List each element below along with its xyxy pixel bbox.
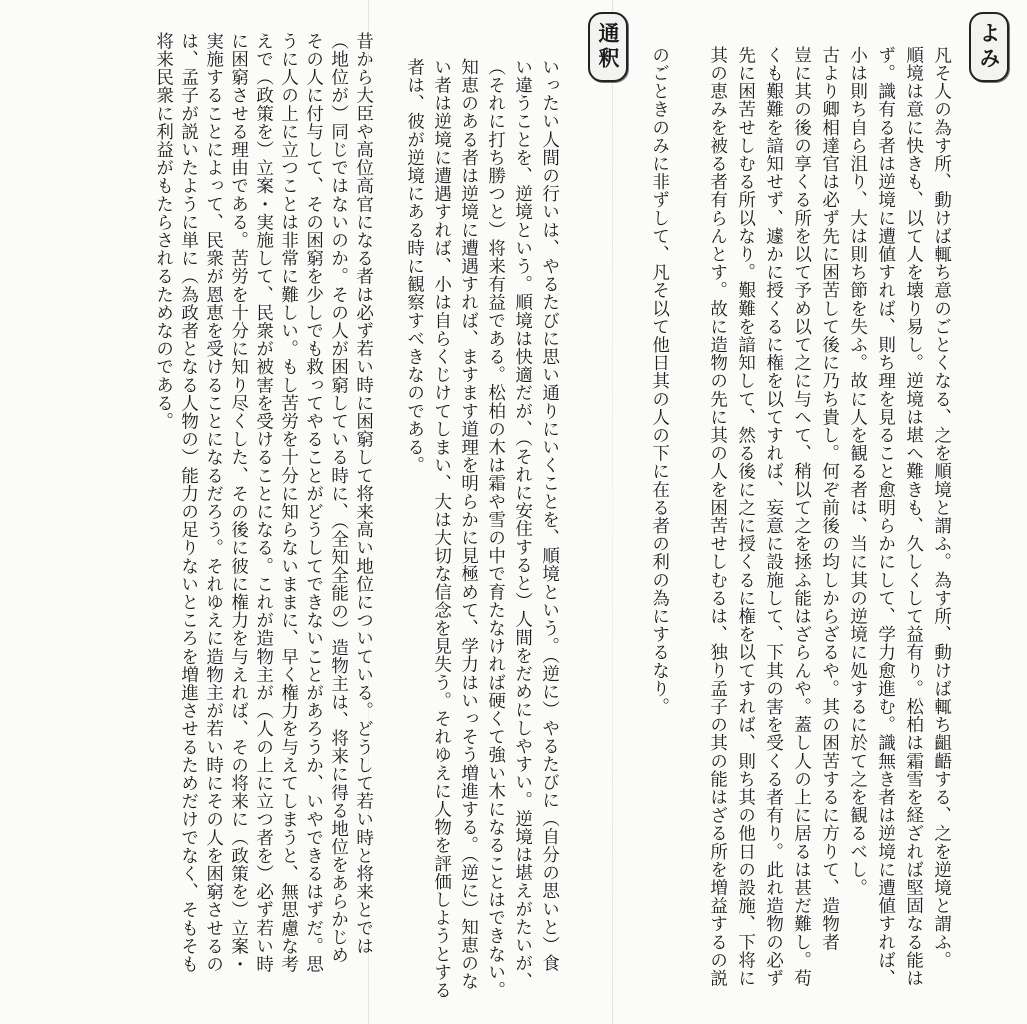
text-line: 其の恵みを被る者有らんとす。故に造物の先に其の人を困苦せしむるは、独り孟子の其の能はざる所を増益するの説 [707, 46, 728, 988]
text-line: は、孟子が説いたように単に（為政者となる人物の）能力の足りないところを増進させるためだけでなく、そもそも [178, 32, 199, 974]
text-line: 者は、彼が逆境にある時に観察すべきなのである。 [404, 58, 425, 475]
text-line: くも艱難を諳知せず、遽かに授くるに権を以てすれば、妄意に設施して、下其の害を受くる者有り。此れ造物の必ず [763, 46, 784, 988]
text-line: 実施することによって、民衆が恩恵を受けることになるだろう。それゆえに造物主が若い時にその人を困窮させるの [203, 32, 224, 974]
text-line: （地位が）同じではないのか。その人が困窮している時に、（全知全能の）造物主は、将来に得る地位をあらかじめ [328, 32, 349, 965]
text-line: （それに打ち勝つと）将来有益である。松柏の木は霜や雪の中で育たなければ硬くて強い木になることはできない。 [485, 58, 506, 1000]
page-fold [612, 0, 613, 1024]
text-line: 先に困苦せしむる所以なり。艱難を諳知して、然る後に之に授くるに権を以てすれば、則ち其の他日の設施、下将に [735, 46, 756, 988]
text-line: い違うことを、逆境という。順境は快適だが、（それに安住すると）人間をだめにしやすい。逆境は堪えがたいが、 [512, 58, 533, 991]
section-heading-yomi [969, 12, 1009, 82]
text-line: のごときのみに非ずして、凡そ以て他日其の人の下に在る者の利の為にするなり。 [649, 46, 670, 716]
text-line: 順境は意に快きも、以て人を壊り易し。逆境は堪へ難きも、久しくして益有り。松柏は霜雪を経ざれば堅固なる能は [903, 46, 924, 988]
text-line: い者は逆境に遭遇すれば、小は自らくじけてしまい、大は大切な信念を見失う。それゆえに人物を評価しようとする [431, 58, 452, 1000]
heading-text: 通釈 [596, 22, 620, 72]
text-line: 小は則ち自ら沮り、大は則ち節を失ふ。故に人を観る者は、当に其の逆境に処するに於て之を観るべし。 [847, 46, 868, 897]
text-line: 将来民衆に利益がもたらされるためなのである。 [153, 32, 174, 431]
text-line: 古より卿相達官は必ず先に困苦して後に乃ち貴し。何ぞ前後の均しからざるや。其の困苦するに方りて、造物者 [819, 46, 840, 951]
text-line: いったい人間の行いは、やるたびに思い通りにいくことを、順境という。（逆に）やるたびに（自分の思いと）食 [539, 58, 560, 973]
section-heading-tsuushaku [588, 12, 628, 82]
text-line: えで（政策を）立案・実施して、民衆が被害を受けることになる。これが造物主が（人の上に立つ者を）必ず若い時 [253, 32, 274, 974]
text-line: 豈に其の後の享くる所を以て予め以て之に与へて、稍以て之を拯ふ能はざらんや。蓋し人の上に居るは甚だ難し。苟 [791, 46, 812, 988]
text-line: その人に付与して、その困窮を少しでも救ってやることがどうしてできないことがあろうか、いやできるはずだ。思 [303, 32, 324, 974]
text-line: 凡そ人の為す所、動けば輒ち意のごとくなる、之を順境と謂ふ。為す所、動けば輒ち齟齬する、之を逆境と謂ふ。 [931, 46, 952, 970]
text-line: に困窮させる理由である。苦労を十分に知り尽くした、その後に彼に権力を与えれば、その将来に（政策を）立案・ [228, 32, 249, 974]
text-line: ず。識有る者は逆境に遭値すれば、則ち理を見ること愈明らかにして、学力愈進む。識無き者は逆境に遭値すれば、 [875, 46, 896, 988]
text-line: 昔から大臣や高位高官になる者は必ず若い時に困窮して将来高い地位についている。どうして若い時と将来とでは [353, 32, 374, 956]
heading-text: よみ [977, 22, 1001, 72]
text-line: うに人の上に立つことは非常に難しい。もし苦労を十分に知らないままに、早く権力を与えてしまうと、無思慮な考 [278, 32, 299, 974]
text-line: 知恵のある者は逆境に遭遇すれば、ますます道理を明らかに見極めて、学力はいっそう増進する。（逆に）知恵のな [458, 58, 479, 991]
